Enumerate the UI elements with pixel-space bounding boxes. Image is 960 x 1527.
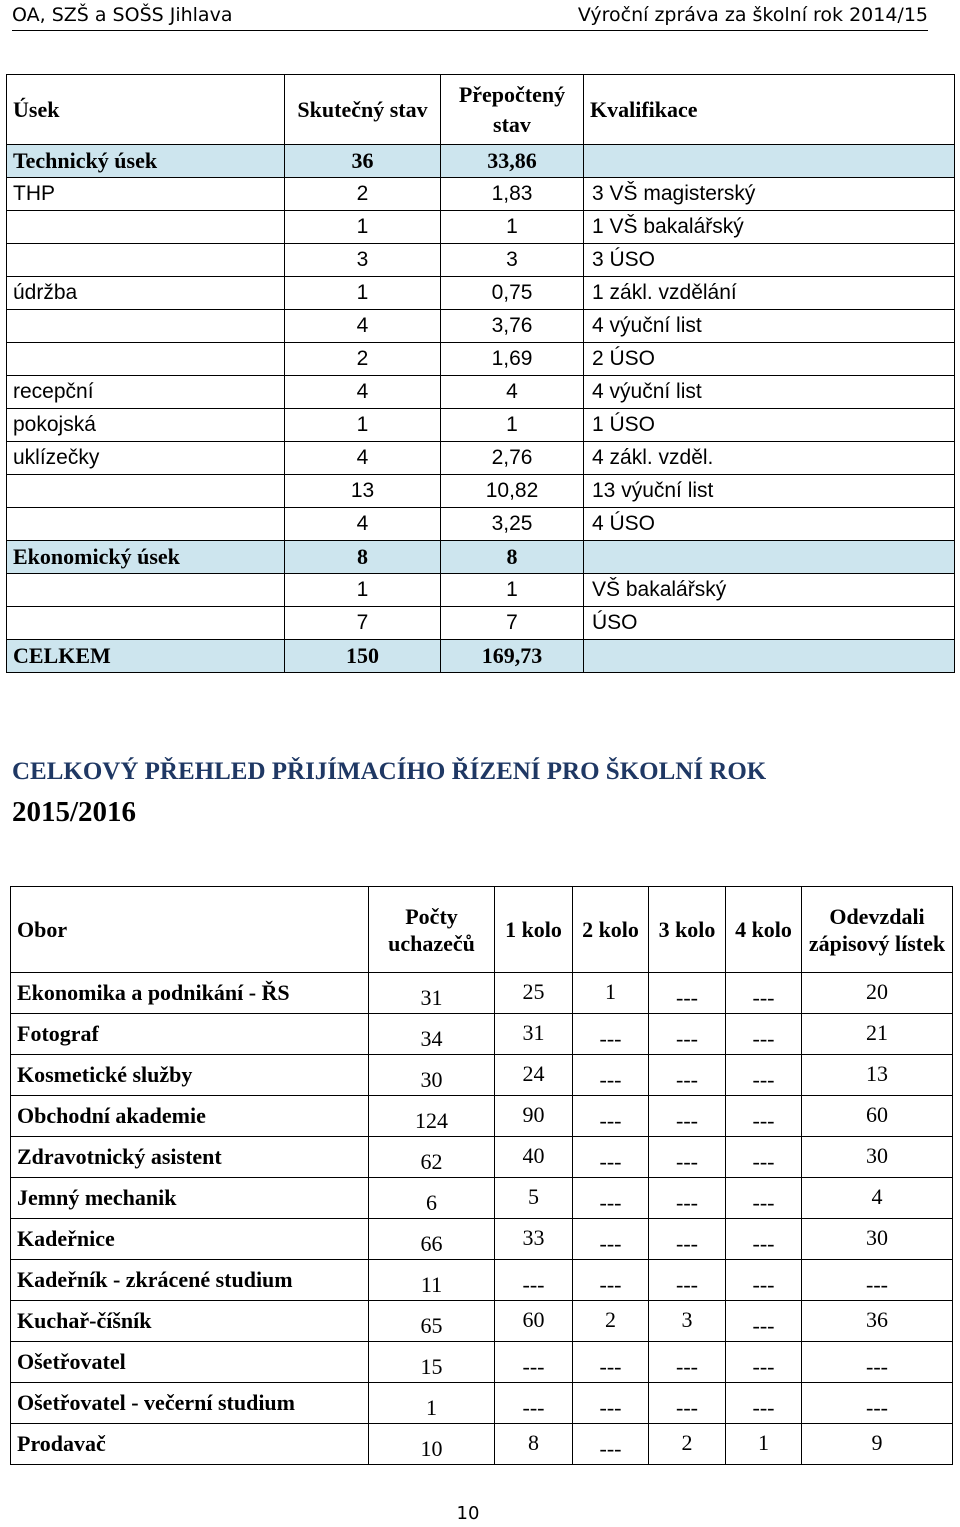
table-cell: 21 [802, 1014, 953, 1055]
table-cell: 4 [285, 310, 441, 343]
table-row [7, 508, 955, 541]
table-cell: --- [649, 1219, 726, 1260]
table-cell: 2 [285, 178, 441, 211]
table-cell: 33,86 [441, 145, 584, 178]
table-cell: 7 [441, 607, 584, 640]
table-cell: --- [802, 1260, 953, 1301]
table-cell: 3 [285, 244, 441, 277]
table-cell [584, 145, 955, 178]
table-row [11, 1260, 953, 1301]
table-cell: Ekonomika a podnikání - ŘS [11, 973, 369, 1014]
table-cell: 10 [369, 1424, 495, 1465]
table-cell: --- [573, 1424, 649, 1465]
table-cell: --- [649, 1383, 726, 1424]
table-cell: --- [495, 1383, 573, 1424]
table-cell: 9 [802, 1424, 953, 1465]
table-cell: 13 [285, 475, 441, 508]
page-number: 10 [456, 1503, 480, 1524]
header-cell: 2 kolo [573, 887, 649, 973]
admissions-table [10, 886, 953, 1465]
table-row [7, 442, 955, 475]
table-cell: Kosmetické služby [11, 1055, 369, 1096]
header-cell: Skutečný stav [285, 75, 441, 145]
table-cell: --- [726, 1055, 802, 1096]
section-title-line: CELKOVÝ PŘEHLED PŘIJÍMACÍHO ŘÍZENÍ PRO ŠKOLNÍ ROK [12, 758, 767, 785]
table-cell: údržba [7, 277, 285, 310]
table-cell: 4 výuční list [584, 376, 955, 409]
table-cell [7, 574, 285, 607]
table-cell: 65 [369, 1301, 495, 1342]
table-cell: 4 [441, 376, 584, 409]
table-cell: --- [649, 1096, 726, 1137]
school-name: OA, SZŠ a SOŠS Jihlava [12, 4, 233, 26]
table-cell: 36 [802, 1301, 953, 1342]
table-cell: 11 [369, 1260, 495, 1301]
table-cell: --- [573, 1014, 649, 1055]
table-cell: 4 [802, 1178, 953, 1219]
table-row [11, 1424, 953, 1465]
table-row [7, 211, 955, 244]
table-cell: 8 [441, 541, 584, 574]
table-cell: Obchodní akademie [11, 1096, 369, 1137]
table-row [7, 409, 955, 442]
table-cell: Zdravotnický asistent [11, 1137, 369, 1178]
table-row [11, 1055, 953, 1096]
table-cell: 3,76 [441, 310, 584, 343]
table-cell [7, 343, 285, 376]
table-cell: 31 [495, 1014, 573, 1055]
section-title-year: 2015/2016 [12, 796, 137, 828]
table-cell: 66 [369, 1219, 495, 1260]
table-cell: --- [649, 1014, 726, 1055]
table-cell: 2 ÚSO [584, 343, 955, 376]
table-cell: 4 ÚSO [584, 508, 955, 541]
table-cell: 1,69 [441, 343, 584, 376]
table-row [7, 178, 955, 211]
table-cell: 1 [285, 409, 441, 442]
table-cell: --- [726, 1096, 802, 1137]
table-cell: 13 [802, 1055, 953, 1096]
table-cell: 30 [802, 1219, 953, 1260]
table-cell: 1,83 [441, 178, 584, 211]
table-cell: 1 [369, 1383, 495, 1424]
table-cell: --- [649, 1137, 726, 1178]
table-cell: 60 [495, 1301, 573, 1342]
table-cell: --- [649, 1260, 726, 1301]
table-cell: 25 [495, 973, 573, 1014]
staff-table-header [7, 75, 955, 145]
table-row [7, 310, 955, 343]
table-cell: 1 ÚSO [584, 409, 955, 442]
table-cell [584, 541, 955, 574]
table-cell: 13 výuční list [584, 475, 955, 508]
table-row [7, 277, 955, 310]
table-cell [7, 244, 285, 277]
table-cell: 3 VŠ magisterský [584, 178, 955, 211]
section-row [7, 145, 955, 178]
table-cell: 20 [802, 973, 953, 1014]
table-cell: --- [649, 1342, 726, 1383]
table-row [11, 973, 953, 1014]
table-cell: 30 [369, 1055, 495, 1096]
page-header [12, 0, 928, 31]
table-cell: 62 [369, 1137, 495, 1178]
table-row [11, 1014, 953, 1055]
table-cell: 31 [369, 973, 495, 1014]
table-cell [7, 475, 285, 508]
table-cell: --- [573, 1260, 649, 1301]
table-cell: 4 výuční list [584, 310, 955, 343]
table-cell: --- [573, 1137, 649, 1178]
table-cell: 2 [573, 1301, 649, 1342]
table-cell: VŠ bakalářský [584, 574, 955, 607]
table-row [11, 1219, 953, 1260]
header-cell: Úsek [7, 75, 285, 145]
section-title [12, 752, 942, 832]
header-cell: 3 kolo [649, 887, 726, 973]
table-cell: 150 [285, 640, 441, 673]
table-row [11, 1301, 953, 1342]
table-row [7, 376, 955, 409]
table-cell: --- [495, 1342, 573, 1383]
table-cell: 2 [285, 343, 441, 376]
header-cell: Přepočtený stav [441, 75, 584, 145]
staff-table [6, 74, 955, 673]
table-cell: Ošetřovatel - večerní studium [11, 1383, 369, 1424]
table-cell: --- [573, 1055, 649, 1096]
table-cell: 24 [495, 1055, 573, 1096]
section-row [7, 640, 955, 673]
table-cell [7, 508, 285, 541]
table-cell: Kuchař-číšník [11, 1301, 369, 1342]
header-cell: 1 kolo [495, 887, 573, 973]
table-cell: 60 [802, 1096, 953, 1137]
table-cell: Kadeřník - zkrácené studium [11, 1260, 369, 1301]
table-cell: 36 [285, 145, 441, 178]
table-cell: pokojská [7, 409, 285, 442]
table-row [7, 244, 955, 277]
table-cell: --- [573, 1383, 649, 1424]
table-cell: 90 [495, 1096, 573, 1137]
table-cell: 3 [441, 244, 584, 277]
header-cell: Kvalifikace [584, 75, 955, 145]
table-cell: 1 [285, 277, 441, 310]
table-cell [584, 640, 955, 673]
table-cell: 0,75 [441, 277, 584, 310]
table-cell: 4 [285, 376, 441, 409]
table-row [11, 1137, 953, 1178]
table-cell: 8 [285, 541, 441, 574]
table-cell: 10,82 [441, 475, 584, 508]
table-cell: --- [573, 1096, 649, 1137]
table-cell: --- [649, 1178, 726, 1219]
table-cell: 2 [649, 1424, 726, 1465]
table-cell: 8 [495, 1424, 573, 1465]
table-cell: 1 [726, 1424, 802, 1465]
table-cell: 2,76 [441, 442, 584, 475]
table-cell: CELKEM [7, 640, 285, 673]
table-row [7, 475, 955, 508]
table-cell: Fotograf [11, 1014, 369, 1055]
header-cell: 4 kolo [726, 887, 802, 973]
table-cell: 1 zákl. vzdělání [584, 277, 955, 310]
table-cell: 40 [495, 1137, 573, 1178]
header-cell: Obor [11, 887, 369, 973]
table-cell: 1 VŠ bakalářský [584, 211, 955, 244]
table-row [11, 1342, 953, 1383]
table-cell: Kadeřnice [11, 1219, 369, 1260]
table-cell: 3 [649, 1301, 726, 1342]
table-cell: --- [726, 1383, 802, 1424]
table-cell: 1 [285, 574, 441, 607]
table-cell [7, 310, 285, 343]
table-cell: 1 [441, 211, 584, 244]
table-cell: 1 [441, 409, 584, 442]
table-cell [7, 607, 285, 640]
table-cell: 30 [802, 1137, 953, 1178]
table-cell: 34 [369, 1014, 495, 1055]
admissions-table-header [11, 887, 953, 973]
header-cell: Počty uchazečů [369, 887, 495, 973]
table-cell: Technický úsek [7, 145, 285, 178]
table-cell: 3 ÚSO [584, 244, 955, 277]
table-cell: 1 [285, 211, 441, 244]
table-row [11, 1383, 953, 1424]
section-row [7, 541, 955, 574]
table-cell: 4 zákl. vzděl. [584, 442, 955, 475]
table-cell: Ošetřovatel [11, 1342, 369, 1383]
table-cell: 4 [285, 442, 441, 475]
table-cell: --- [726, 1342, 802, 1383]
table-cell: 6 [369, 1178, 495, 1219]
table-cell: --- [495, 1260, 573, 1301]
table-cell: Jemný mechanik [11, 1178, 369, 1219]
table-cell: 3,25 [441, 508, 584, 541]
table-cell: 33 [495, 1219, 573, 1260]
table-cell: --- [726, 1301, 802, 1342]
table-cell: --- [802, 1383, 953, 1424]
table-cell: --- [649, 973, 726, 1014]
table-row [11, 1178, 953, 1219]
table-cell: 1 [441, 574, 584, 607]
table-cell: --- [726, 1178, 802, 1219]
table-cell [7, 211, 285, 244]
table-cell: 169,73 [441, 640, 584, 673]
table-cell: 15 [369, 1342, 495, 1383]
table-cell: 7 [285, 607, 441, 640]
table-cell: --- [573, 1342, 649, 1383]
table-cell: THP [7, 178, 285, 211]
table-cell: 1 [573, 973, 649, 1014]
table-cell: 4 [285, 508, 441, 541]
table-cell: --- [726, 1014, 802, 1055]
table-cell: --- [573, 1219, 649, 1260]
table-cell: --- [726, 973, 802, 1014]
table-cell: --- [726, 1219, 802, 1260]
table-cell: 124 [369, 1096, 495, 1137]
table-cell: recepční [7, 376, 285, 409]
table-cell: --- [649, 1055, 726, 1096]
table-cell: uklízečky [7, 442, 285, 475]
table-cell: --- [726, 1260, 802, 1301]
table-cell: --- [726, 1137, 802, 1178]
table-row [11, 1096, 953, 1137]
table-row [7, 574, 955, 607]
table-cell: Ekonomický úsek [7, 541, 285, 574]
table-cell: 5 [495, 1178, 573, 1219]
table-row [7, 343, 955, 376]
table-cell: --- [573, 1178, 649, 1219]
table-cell: Prodavač [11, 1424, 369, 1465]
table-cell: --- [802, 1342, 953, 1383]
report-title: Výroční zpráva za školní rok 2014/15 [577, 4, 928, 26]
table-cell: ÚSO [584, 607, 955, 640]
header-cell: Odevzdali zápisový lístek [802, 887, 953, 973]
table-row [7, 607, 955, 640]
